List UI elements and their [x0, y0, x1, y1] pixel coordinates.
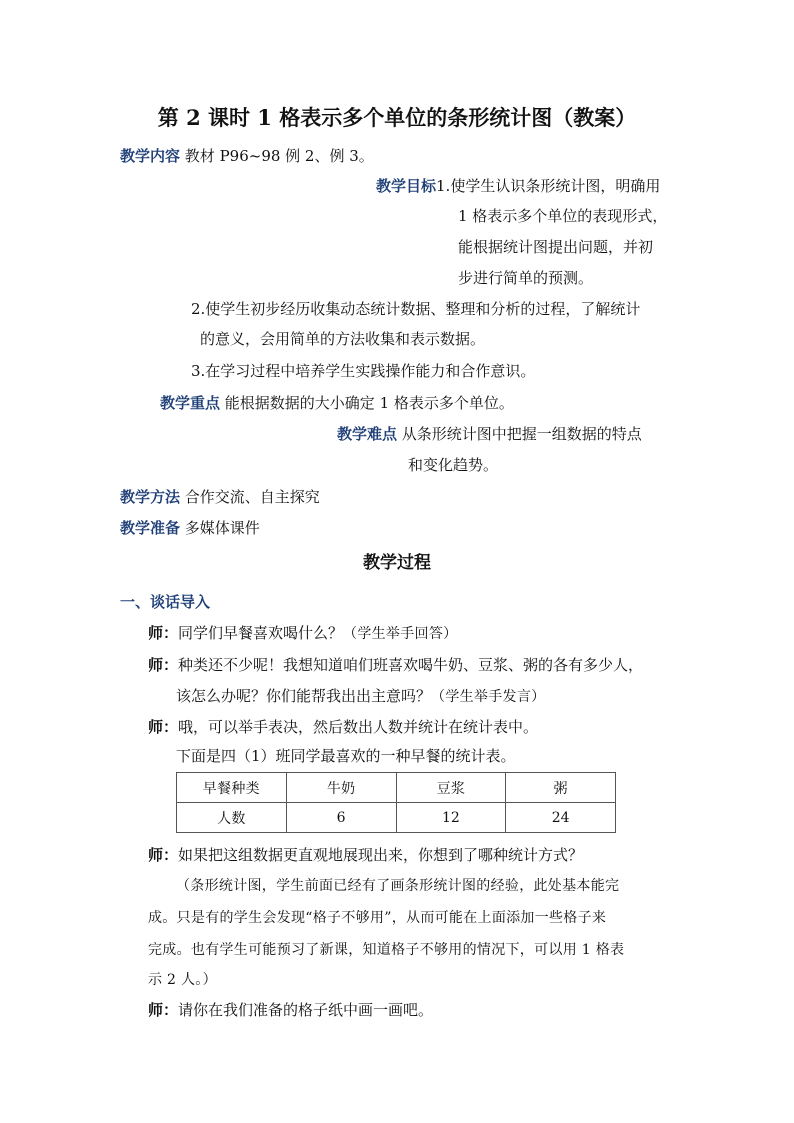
method-text: 合作交流、自主探究 — [184, 488, 320, 506]
dialogue-2-note: （学生举手发言） — [431, 689, 546, 705]
table-cell: 人数 — [177, 803, 287, 833]
note-line-2: 成。只是有的学生会发现“格子不够用”，从而可能在上面添加一些格子来 — [148, 910, 607, 926]
breakfast-table — [176, 772, 616, 833]
key-text: 能根据数据的大小确定 1 格表示多个单位。 — [224, 394, 514, 412]
dialogue-5 — [148, 1000, 433, 1020]
difficulty-line-1 — [337, 424, 642, 444]
key-line — [160, 393, 514, 413]
method-label: 教学方法 — [120, 488, 181, 506]
difficulty-label: 教学难点 — [337, 425, 398, 443]
table-cell: 24 — [506, 803, 616, 833]
process-title: 教学过程 — [363, 553, 431, 573]
goal-1-line-2: 1 格表示多个单位的表现形式， — [458, 207, 668, 225]
dialogue-2-text-1: 种类还不少呢！我想知道咱们班喜欢喝牛奶、豆浆、粥的各有多少人， — [178, 656, 644, 674]
table-cell: 6 — [286, 803, 396, 833]
goal-1-line-4: 步进行简单的预测。 — [458, 269, 594, 287]
note-line-3: 完成。也有学生可能预习了新课，知道格子不够用的情况下，可以用 1 格表 — [148, 942, 625, 958]
speaker-label: 师： — [148, 624, 179, 642]
dialogue-2-line-2 — [176, 686, 545, 707]
note-line-1: （条形统计图，学生前面已经有了画条形统计图的经验，此处基本能完 — [176, 878, 620, 894]
dialogue-5-text: 请你在我们准备的格子纸中画一画吧。 — [178, 1001, 434, 1019]
dialogue-2-line-1 — [148, 655, 643, 675]
table-cell: 12 — [396, 803, 506, 833]
goal-2-line-1: 2.使学生初步经历收集动态统计数据、整理和分析的过程，了解统计 — [191, 300, 641, 318]
table-header-cell: 粥 — [506, 773, 616, 803]
method-line — [120, 487, 320, 507]
note-line-4: 示 2 人。） — [148, 972, 217, 988]
table-header-cell: 早餐种类 — [177, 773, 287, 803]
goal-1-text-1: 1.使学生认识条形统计图，明确用 — [436, 177, 661, 195]
content-label: 教学内容 — [120, 147, 181, 165]
dialogue-3 — [148, 717, 538, 737]
goal-1-line-3: 能根据统计图提出问题，并初 — [458, 238, 654, 256]
goal-3-line: 3.在学习过程中培养学生实践操作能力和合作意识。 — [191, 362, 536, 380]
dialogue-1 — [148, 623, 457, 644]
table-header-cell: 牛奶 — [286, 773, 396, 803]
dialogue-4 — [148, 845, 583, 865]
table-intro: 下面是四（1）班同学最喜欢的一种早餐的统计表。 — [176, 747, 516, 765]
page-title: 第 2 课时 1 格表示多个单位的条形统计图（教案） — [157, 105, 637, 130]
dialogue-1-text: 同学们早餐喜欢喝什么？ — [178, 624, 344, 642]
key-label: 教学重点 — [160, 394, 221, 412]
dialogue-2-text-2: 该怎么办呢？你们能帮我出出主意吗？ — [176, 687, 432, 705]
prep-label: 教学准备 — [120, 519, 181, 537]
dialogue-1-note: （学生举手回答） — [343, 626, 458, 642]
speaker-label: 师： — [148, 846, 179, 864]
goal-2-line-2: 的意义，会用简单的方法收集和表示数据。 — [200, 330, 486, 348]
prep-text: 多媒体课件 — [184, 519, 260, 537]
difficulty-line-2: 和变化趋势。 — [408, 456, 499, 474]
dialogue-4-text: 如果把这组数据更直观地展现出来，你想到了哪种统计方式？ — [178, 846, 584, 864]
speaker-label: 师： — [148, 718, 179, 736]
speaker-label: 师： — [148, 656, 179, 674]
table-row — [177, 773, 616, 803]
section-heading: 一、谈话导入 — [120, 593, 211, 611]
table-header-cell: 豆浆 — [396, 773, 506, 803]
dialogue-3-text: 哦，可以举手表决，然后数出人数并统计在统计表中。 — [178, 718, 539, 736]
content-line — [120, 146, 374, 166]
speaker-label: 师： — [148, 1001, 179, 1019]
prep-line — [120, 518, 260, 538]
goal-1-line-1 — [376, 176, 660, 196]
goals-label: 教学目标 — [376, 177, 437, 195]
difficulty-text-1: 从条形统计图中把握一组数据的特点 — [401, 425, 642, 443]
content-text: 教材 P96~98 例 2、例 3。 — [184, 147, 374, 165]
table-row — [177, 803, 616, 833]
